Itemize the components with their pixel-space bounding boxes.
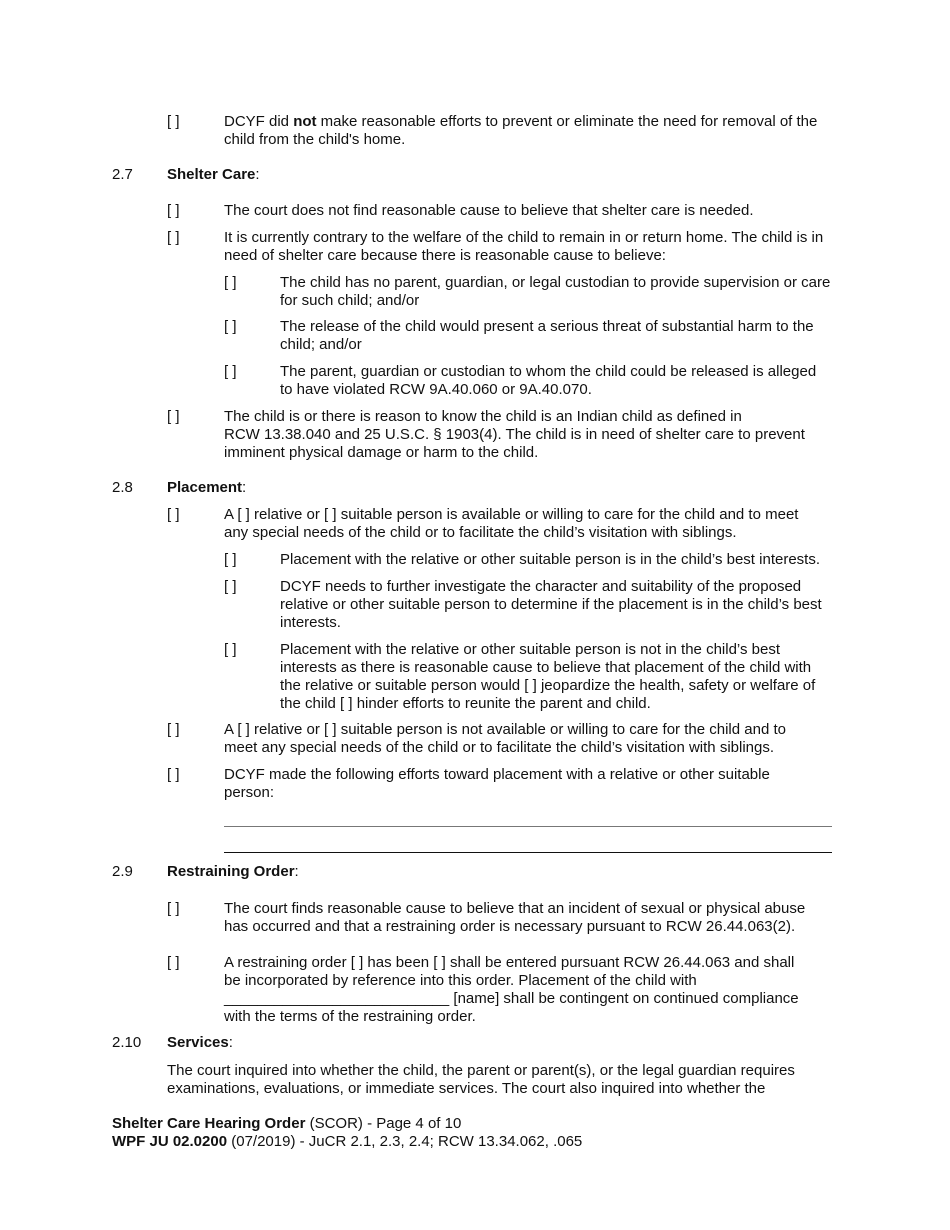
text-line: RCW 13.38.040 and 25 U.S.C. § 1903(4). The child is in need of shelter care to prevent [224, 426, 805, 443]
section-number-2-7: 2.7 [112, 166, 133, 183]
text-line: A [ ] relative or [ ] suitable person is not available or willing to care for the child and to [224, 721, 786, 738]
text-line: need of shelter care because there is reasonable cause to believe: [224, 247, 666, 264]
bold-not: not [293, 113, 317, 130]
colon: : [228, 1034, 233, 1051]
checkbox-relative-not-available[interactable]: [ ] [167, 721, 180, 738]
text-line: The court finds reasonable cause to believe that an incident of sexual or physical abuse [224, 900, 806, 917]
text-line: child; and/or [280, 336, 362, 353]
checkbox-abuse-occurred[interactable]: [ ] [167, 900, 180, 917]
text-line: has occurred and that a restraining order is necessary pursuant to RCW 26.44.063(2). [224, 918, 796, 935]
checkbox-no-reasonable-cause[interactable]: [ ] [167, 202, 180, 219]
checkbox-dcyf-not-reasonable-efforts[interactable]: [ ] [167, 113, 180, 130]
text-line: relative or other suitable person to determine if the placement is in the child’s best [280, 596, 822, 613]
text-line: interests as there is reasonable cause to believe that placement of the child with [280, 659, 812, 676]
fill-in-line-efforts-2[interactable] [224, 852, 832, 853]
heading-text: Restraining Order [167, 863, 295, 880]
text-line: The parent, guardian or custodian to whom the child could be released is alleged [280, 363, 817, 380]
text-line: Placement with the relative or other suitable person is in the child’s best interests. [280, 551, 820, 568]
text-line: The court inquired into whether the child, the parent or parent(s), or the legal guardian requires [167, 1062, 795, 1079]
colon: : [294, 863, 299, 880]
text-dcyf-not-efforts [224, 113, 817, 131]
text-line: The court does not find reasonable cause to believe that shelter care is needed. [224, 202, 754, 219]
footer-title-bold: Shelter Care Hearing Order [112, 1115, 306, 1132]
section-title-services [167, 1034, 233, 1052]
text-line: DCYF made the following efforts toward placement with a relative or other suitable [224, 766, 770, 783]
footer-citations: (07/2019) - JuCR 2.1, 2.3, 2.4; RCW 13.34.062, .065 [227, 1133, 583, 1150]
text-segment: make reasonable efforts to prevent or eliminate the need for removal of the [316, 113, 818, 130]
section-number-2-10: 2.10 [112, 1034, 142, 1051]
text-line: child from the child's home. [224, 131, 406, 148]
heading-text: Placement [167, 479, 243, 496]
section-number-2-8: 2.8 [112, 479, 133, 496]
text-line: A [ ] relative or [ ] suitable person is available or willing to care for the child and to meet [224, 506, 799, 523]
checkbox-indian-child[interactable]: [ ] [167, 408, 180, 425]
footer-form-code [112, 1133, 582, 1151]
checkbox-violated-rcw[interactable]: [ ] [224, 363, 237, 380]
checkbox-further-investigate[interactable]: [ ] [224, 578, 237, 595]
text-line: Placement with the relative or other suitable person is not in the child’s best [280, 641, 780, 658]
text-line-name-blank[interactable]: ___________________________ [name] shall be contingent on continued compliance [224, 990, 799, 1007]
text-line: to have violated RCW 9A.40.060 or 9A.40.070. [280, 381, 592, 398]
text-line: the child [ ] hinder efforts to reunite the parent and child. [280, 695, 651, 712]
footer-form-title [112, 1115, 461, 1133]
section-title-placement [167, 479, 246, 497]
checkbox-best-interests[interactable]: [ ] [224, 551, 237, 568]
text-line: interests. [280, 614, 341, 631]
text-line: imminent physical damage or harm to the child. [224, 444, 539, 461]
text-line: for such child; and/or [280, 292, 420, 309]
text-line: A restraining order [ ] has been [ ] shall be entered pursuant RCW 26.44.063 and shall [224, 954, 795, 971]
text-line: The release of the child would present a serious threat of substantial harm to the [280, 318, 814, 335]
text-line: examinations, evaluations, or immediate services. The court also inquired into whether the [167, 1080, 766, 1097]
text-line: any special needs of the child or to facilitate the child’s visitation with siblings. [224, 524, 737, 541]
checkbox-relative-available[interactable]: [ ] [167, 506, 180, 523]
text-line: person: [224, 784, 275, 801]
text-line: with the terms of the restraining order. [224, 1008, 476, 1025]
checkbox-dcyf-efforts[interactable]: [ ] [167, 766, 180, 783]
text-line: be incorporated by reference into this order. Placement of the child with [224, 972, 697, 989]
section-title-restraining-order [167, 863, 299, 881]
footer-page-info: (SCOR) - Page 4 of 10 [305, 1115, 462, 1132]
section-title-shelter-care [167, 166, 260, 184]
text-line: DCYF needs to further investigate the character and suitability of the proposed [280, 578, 802, 595]
checkbox-restraining-order-entered[interactable]: [ ] [167, 954, 180, 971]
checkbox-contrary-to-welfare[interactable]: [ ] [167, 229, 180, 246]
text-line: meet any special needs of the child or to facilitate the child’s visitation with siblings. [224, 739, 775, 756]
colon: : [242, 479, 247, 496]
section-number-2-9: 2.9 [112, 863, 133, 880]
text-segment: DCYF did [224, 113, 294, 130]
checkbox-no-parent-guardian[interactable]: [ ] [224, 274, 237, 291]
text-line: The child has no parent, guardian, or legal custodian to provide supervision or care [280, 274, 831, 291]
text-line: The child is or there is reason to know the child is an Indian child as defined in [224, 408, 742, 425]
text-line: It is currently contrary to the welfare of the child to remain in or return home. The child is in [224, 229, 824, 246]
footer-code-bold: WPF JU 02.0200 [112, 1133, 228, 1150]
checkbox-serious-threat[interactable]: [ ] [224, 318, 237, 335]
text-line: the relative or suitable person would [ ] jeopardize the health, safety or welfare of [280, 677, 816, 694]
colon: : [255, 166, 260, 183]
checkbox-not-best-interests[interactable]: [ ] [224, 641, 237, 658]
heading-text: Services [167, 1034, 229, 1051]
heading-text: Shelter Care [167, 166, 256, 183]
fill-in-line-efforts-1[interactable] [224, 826, 832, 827]
